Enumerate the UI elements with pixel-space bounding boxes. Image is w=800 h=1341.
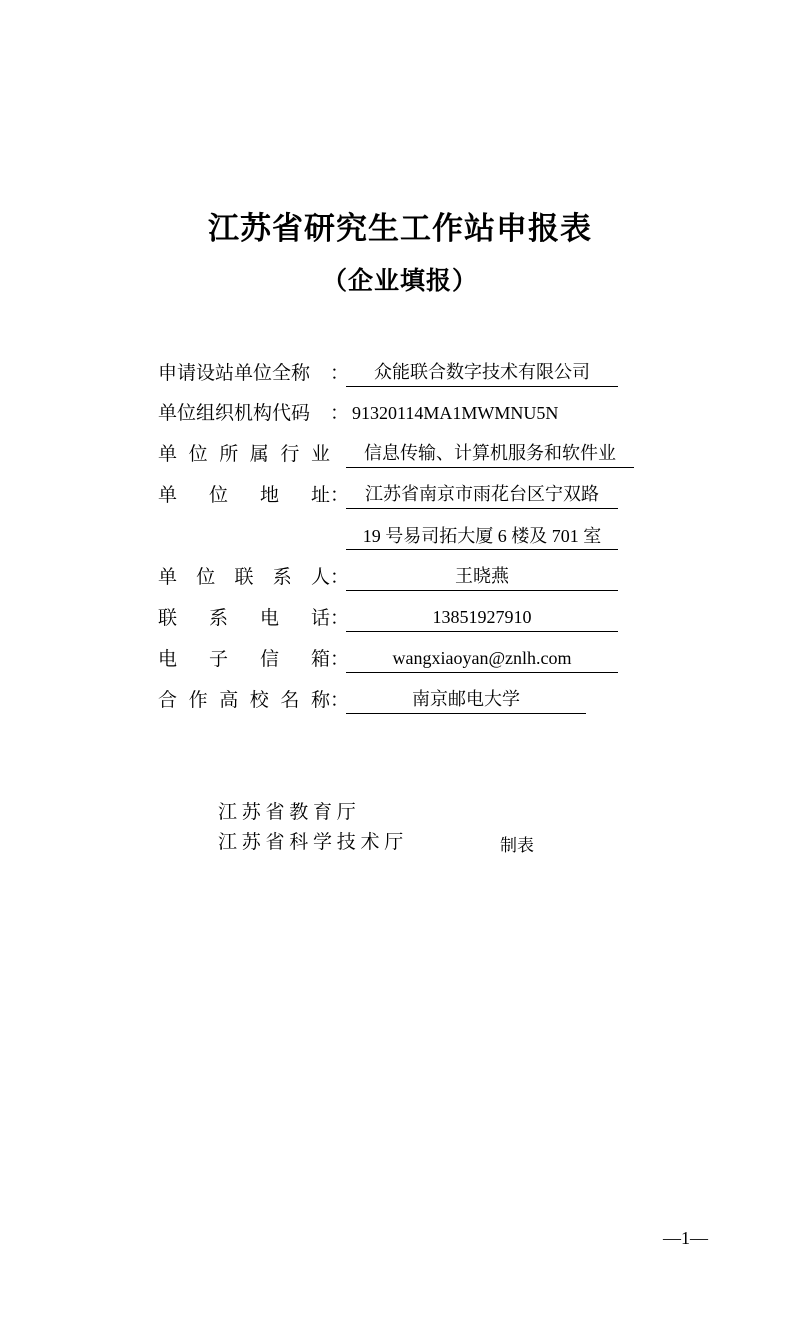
field-row-email bbox=[158, 645, 800, 673]
field-colon-org-code: ： bbox=[330, 402, 350, 424]
field-value-applicant-name[interactable]: 众能联合数字技术有限公司 bbox=[346, 359, 618, 387]
page-number: —1— bbox=[663, 1228, 708, 1248]
field-row-partner-university bbox=[158, 686, 800, 714]
field-colon-phone: ： bbox=[330, 607, 350, 629]
label-char: 位 bbox=[208, 484, 228, 506]
label-char: 校 bbox=[249, 689, 269, 711]
label-char: 话 bbox=[310, 607, 330, 629]
field-value-contact-person[interactable]: 王晓燕 bbox=[346, 563, 618, 591]
label-char: 人 bbox=[310, 566, 330, 588]
field-label-partner-university bbox=[158, 688, 330, 714]
label-char: 系 bbox=[272, 566, 292, 588]
label-char: 系 bbox=[208, 607, 228, 629]
page-subtitle: （企业填报） bbox=[321, 265, 478, 295]
label-char: 称 bbox=[310, 689, 330, 711]
field-value-address-line1[interactable]: 江苏省南京市雨花台区宁双路 bbox=[346, 481, 618, 509]
label-char: 所 bbox=[219, 443, 239, 465]
label-char: 联 bbox=[158, 607, 178, 629]
label-char: 箱 bbox=[310, 648, 330, 670]
field-colon-applicant-name: ： bbox=[330, 362, 350, 384]
label-char: 行 bbox=[280, 443, 300, 465]
field-value-phone[interactable]: 13851927910 bbox=[346, 604, 618, 632]
label-char: 单 bbox=[158, 443, 178, 465]
field-label-contact-person bbox=[158, 565, 330, 591]
label-char: 位 bbox=[188, 443, 208, 465]
label-char: 高 bbox=[219, 689, 239, 711]
issuer-block bbox=[0, 798, 800, 858]
label-char: 作 bbox=[188, 689, 208, 711]
field-value-industry[interactable]: 信息传输、计算机服务和软件业 bbox=[346, 440, 634, 468]
title-block bbox=[0, 210, 800, 297]
field-label-email bbox=[158, 647, 330, 673]
field-value-email[interactable]: wangxiaoyan@znlh.com bbox=[346, 645, 618, 673]
field-row-address bbox=[158, 481, 800, 509]
label-char: 电 bbox=[259, 607, 279, 629]
page-title: 江苏省研究生工作站申报表 bbox=[208, 211, 592, 247]
field-colon-contact-person: ： bbox=[330, 566, 350, 588]
label-char: 合 bbox=[158, 689, 178, 711]
field-row-applicant-name bbox=[158, 359, 800, 387]
document-page bbox=[0, 210, 800, 1341]
label-char: 联 bbox=[234, 566, 254, 588]
issuer-lines bbox=[218, 798, 486, 858]
field-row-industry bbox=[158, 440, 800, 468]
field-label-phone bbox=[158, 606, 330, 632]
label-char: 属 bbox=[249, 443, 269, 465]
field-value-partner-university[interactable]: 南京邮电大学 bbox=[346, 686, 586, 714]
application-fields bbox=[0, 359, 800, 714]
field-value-address-line2[interactable]: 19 号易司拓大厦 6 楼及 701 室 bbox=[346, 522, 618, 550]
field-row-phone bbox=[158, 604, 800, 632]
label-char: 址 bbox=[310, 484, 330, 506]
field-row-address-line2 bbox=[158, 522, 800, 550]
issuer-line-science: 江 苏 省 科 学 技 术 厅 bbox=[218, 831, 404, 853]
label-char: 信 bbox=[259, 648, 279, 670]
field-row-contact-person bbox=[158, 563, 800, 591]
field-row-org-code bbox=[158, 400, 800, 427]
label-char: 单 bbox=[158, 566, 178, 588]
label-char: 业 bbox=[310, 443, 330, 465]
issuer-line-education: 江 苏 省 教 育 厅 bbox=[218, 801, 356, 823]
label-char: 单 bbox=[158, 484, 178, 506]
field-label-industry bbox=[158, 442, 330, 468]
field-colon-email: ： bbox=[330, 648, 350, 670]
issuer-suffix: 制表 bbox=[500, 835, 534, 855]
label-char: 电 bbox=[158, 648, 178, 670]
field-label-address bbox=[158, 483, 330, 509]
label-char: 地 bbox=[259, 484, 279, 506]
field-colon-address: ： bbox=[330, 484, 350, 506]
field-value-org-code[interactable]: 91320114MA1MWMNU5N bbox=[352, 402, 559, 423]
label-char: 名 bbox=[280, 689, 300, 711]
label-char: 位 bbox=[196, 566, 216, 588]
field-colon-partner-university: ： bbox=[330, 689, 350, 711]
label-char: 子 bbox=[208, 648, 228, 670]
field-label-org-code: 单位组织机构代码 bbox=[158, 402, 311, 424]
field-label-applicant-name: 申请设站单位全称 bbox=[158, 362, 311, 384]
